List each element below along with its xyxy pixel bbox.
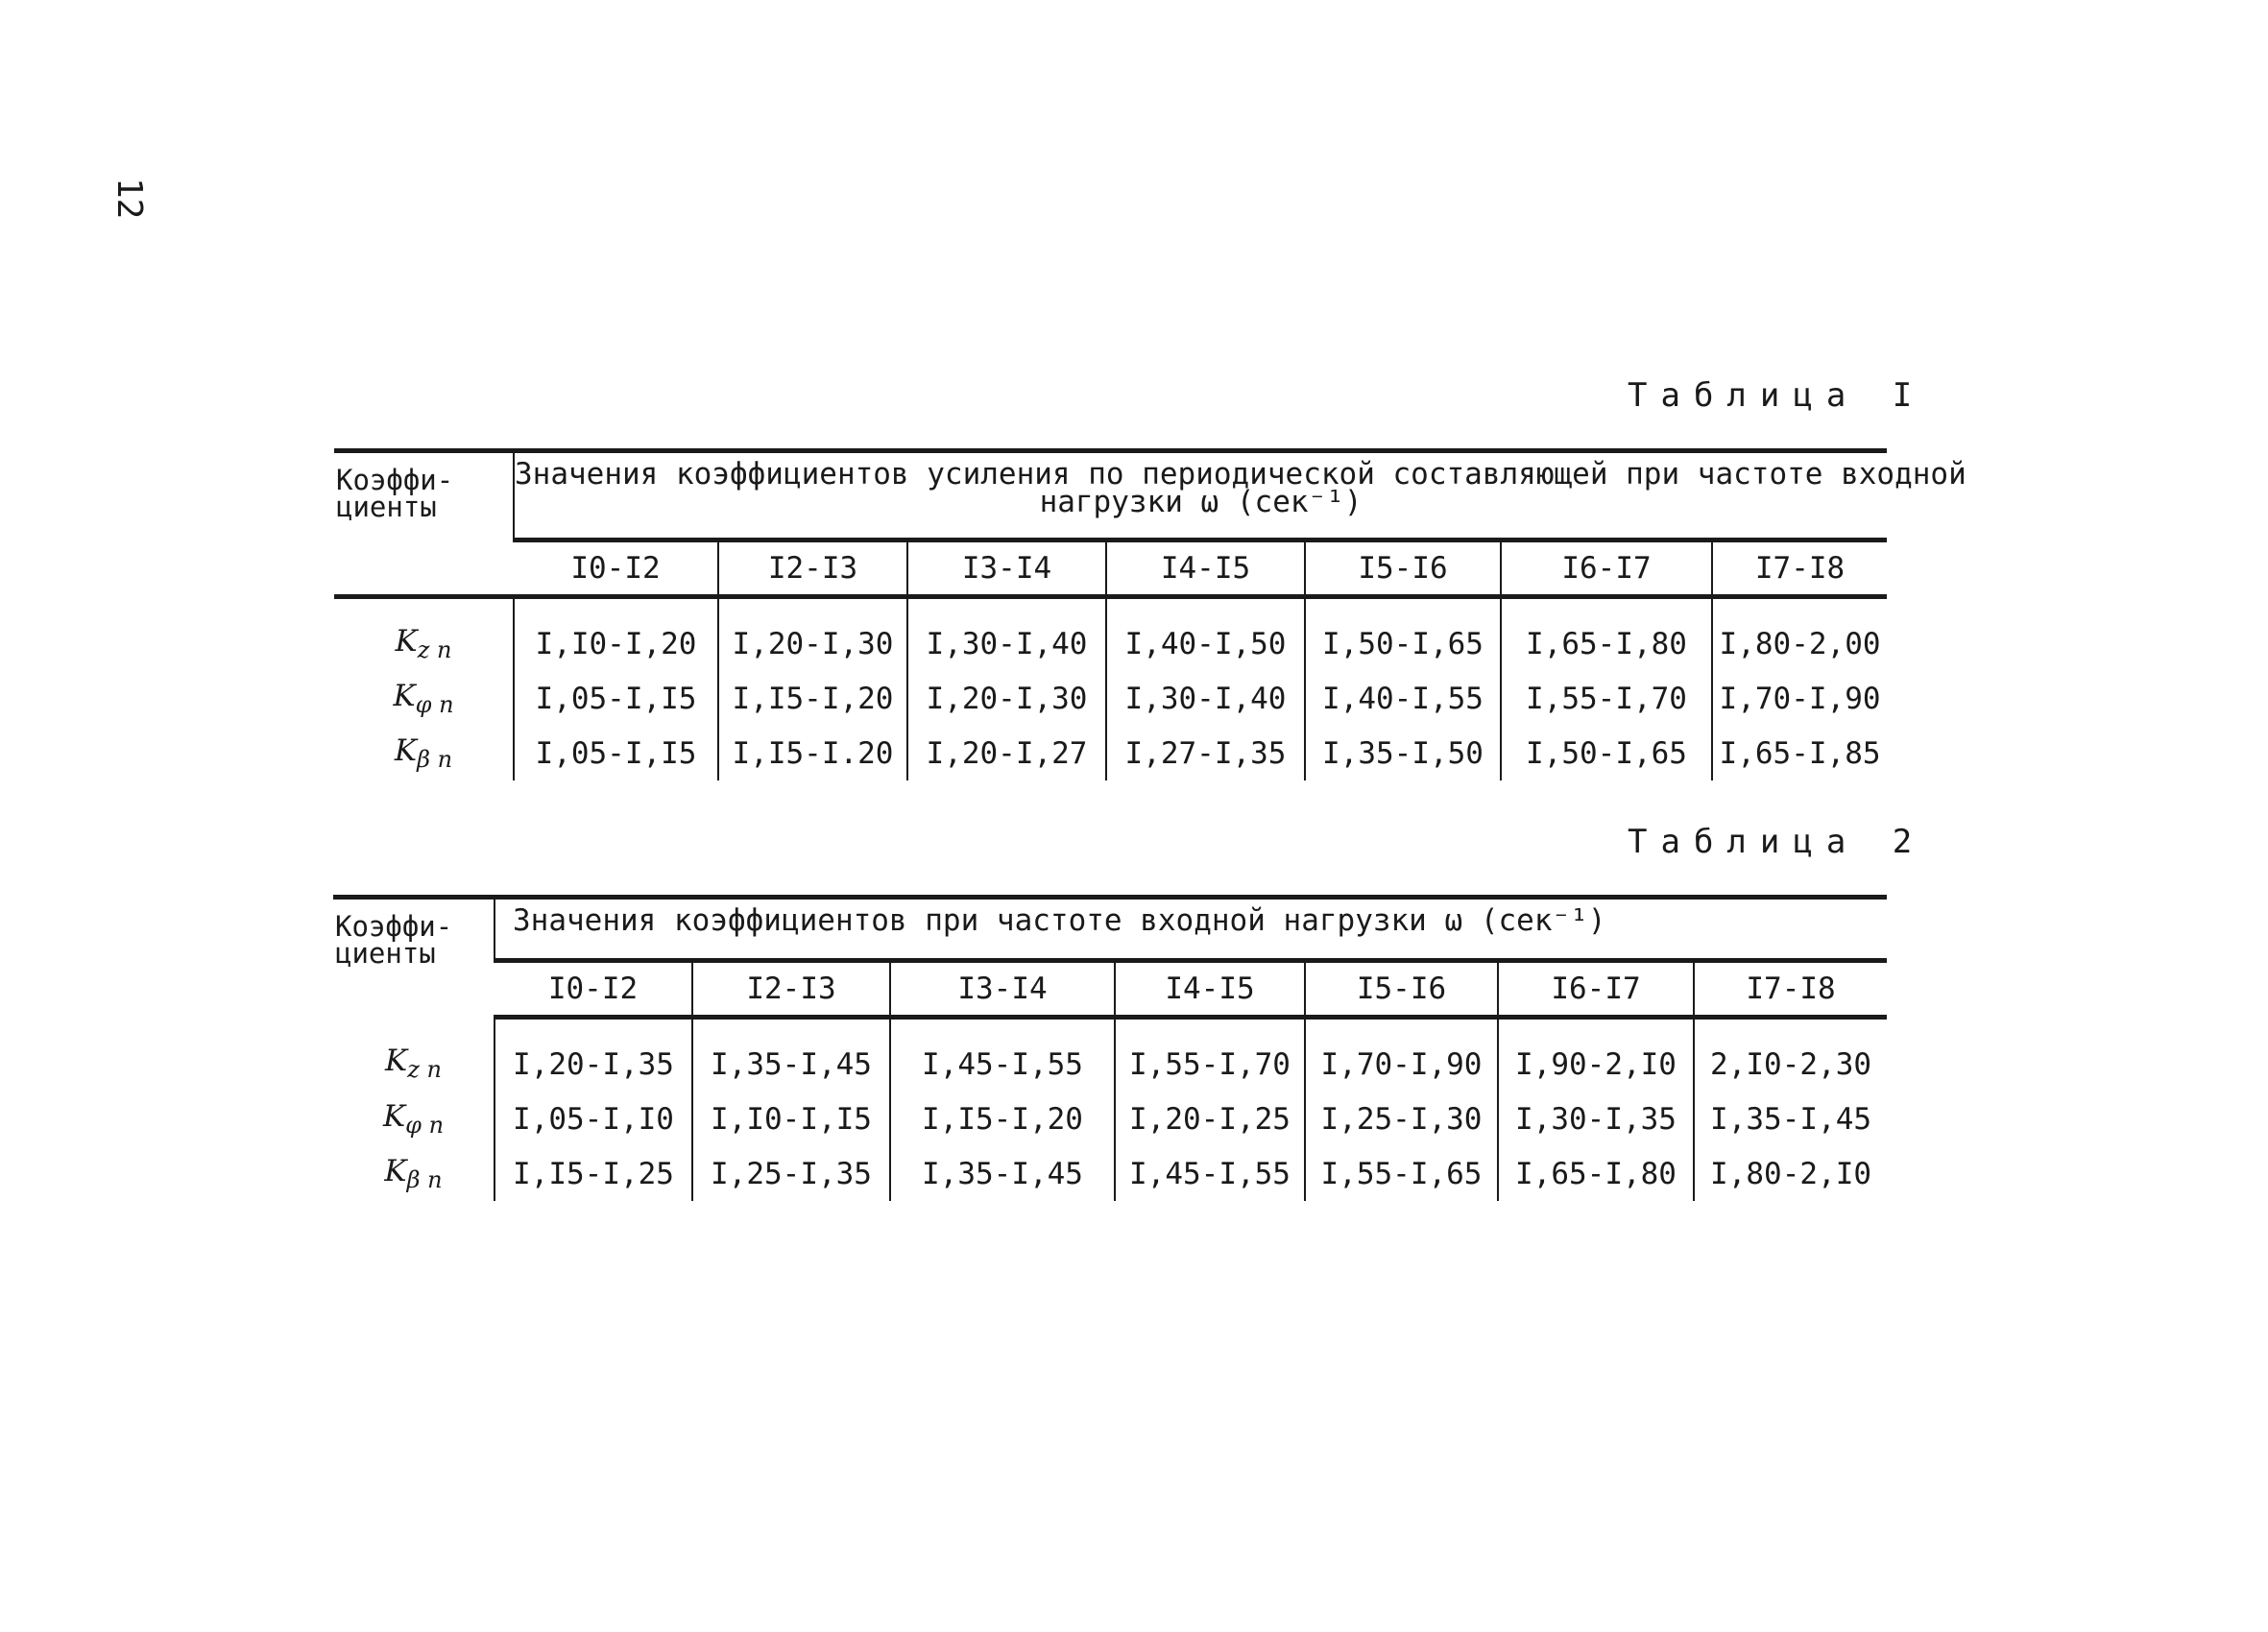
table1-caption: Таблица I (1628, 376, 1926, 415)
table2-cell: I,70-I,90 (1305, 1018, 1498, 1092)
table2-range-3: I3-I4 (890, 961, 1115, 1018)
table2-range-6: I6-I7 (1498, 961, 1694, 1018)
table2-cell: I,80-2,I0 (1694, 1146, 1887, 1201)
table1-symbol-kbeta: $K_{\beta n}$ (394, 732, 453, 774)
table1-cell: I,65-I,85 (1712, 726, 1887, 780)
table1-cell: I,20-I,27 (907, 726, 1106, 780)
table1-cell: I,80-2,00 (1712, 597, 1887, 672)
table2-span-header (495, 898, 1887, 961)
table2-cell: I,20-I,35 (495, 1018, 692, 1092)
table1-cell: I,70-I,90 (1712, 671, 1887, 726)
table1-cell: I,I5-I.20 (718, 726, 907, 780)
table2-range-2: I2-I3 (692, 961, 890, 1018)
page-number: 12 (109, 178, 149, 220)
table1-cell: I,I5-I,20 (718, 671, 907, 726)
table2-cell: I,I0-I,I5 (692, 1092, 890, 1146)
table1-range-2: I2-I3 (718, 540, 907, 597)
table2-cell: I,35-I,45 (1694, 1092, 1887, 1146)
table1-range-5: I5-I6 (1305, 540, 1501, 597)
table2-cell: I,25-I,30 (1305, 1092, 1498, 1146)
table2-row-kz (333, 1018, 1887, 1092)
table1-range-4: I4-I5 (1106, 540, 1305, 597)
table1-cell: I,55-I,70 (1501, 671, 1712, 726)
table1-symbol-kz: $K_{z n}$ (395, 623, 452, 664)
table2-range-5: I5-I6 (1305, 961, 1498, 1018)
table2-cell: I,55-I,65 (1305, 1146, 1498, 1201)
table2-symbol-kbeta: $K_{\beta n}$ (384, 1153, 443, 1194)
table1-cell: I,30-I,40 (1106, 671, 1305, 726)
table2-cell: I,65-I,80 (1498, 1146, 1694, 1201)
table1-span-header-line2: нагрузки ω (сек⁻¹) (1039, 485, 1363, 519)
table2-cell: I,05-I,I0 (495, 1092, 692, 1146)
table2-row-kphi (333, 1092, 1887, 1146)
table2 (333, 895, 1887, 1201)
table1-cell: I,30-I,40 (907, 597, 1106, 672)
table2-caption: Таблица 2 (1628, 823, 1926, 861)
table1-range-1: I0-I2 (514, 540, 718, 597)
table2-row-kbeta (333, 1146, 1887, 1201)
table1-span-header-line1: Значения коэффициентов усиления по периодической составляющей при частоте входной (515, 457, 1966, 492)
table2-span-header-line1: Значения коэффициентов при частоте входной нагрузки ω (сек⁻¹) (513, 903, 1606, 938)
table1-cell: I,50-I,65 (1501, 726, 1712, 780)
table1-cell: I,27-I,35 (1106, 726, 1305, 780)
table1-cell: I,35-I,50 (1305, 726, 1501, 780)
table2-cell: I,45-I,55 (890, 1018, 1115, 1092)
table1-cell: I,40-I,50 (1106, 597, 1305, 672)
table2-range-7: I7-I8 (1694, 961, 1887, 1018)
table2-symbol-kz: $K_{z n}$ (385, 1043, 442, 1083)
table2-cell: I,20-I,25 (1115, 1092, 1305, 1146)
table2-cell: I,35-I,45 (692, 1018, 890, 1092)
table2-symbol-kphi: $K_{\varphi n}$ (382, 1098, 445, 1140)
table1-cell: I,20-I,30 (718, 597, 907, 672)
table1-range-7: I7-I8 (1712, 540, 1887, 597)
table1-cell: I,I0-I,20 (514, 597, 718, 672)
table1-cell: I,05-I,I5 (514, 671, 718, 726)
table1-cell: I,50-I,65 (1305, 597, 1501, 672)
table1-cell: I,05-I,I5 (514, 726, 718, 780)
table2-cell: I,55-I,70 (1115, 1018, 1305, 1092)
table1 (334, 448, 1966, 780)
table1-range-6: I6-I7 (1501, 540, 1712, 597)
table1-range-3: I3-I4 (907, 540, 1106, 597)
table2-cell: I,25-I,35 (692, 1146, 890, 1201)
table1-symbol-kphi: $K_{\varphi n}$ (393, 678, 454, 719)
table2-cell: I,45-I,55 (1115, 1146, 1305, 1201)
table2-cell: I,I5-I,25 (495, 1146, 692, 1201)
table1-span-header (514, 451, 1966, 540)
table2-cell: I,30-I,35 (1498, 1092, 1694, 1146)
table2-range-4: I4-I5 (1115, 961, 1305, 1018)
table2-cell: I,90-2,I0 (1498, 1018, 1694, 1092)
table1-cell: I,20-I,30 (907, 671, 1106, 726)
table2-coef-header: Коэффи- циенты (333, 898, 495, 1018)
table2-cell: I,35-I,45 (890, 1146, 1115, 1201)
table1-cell: I,65-I,80 (1501, 597, 1712, 672)
table2-range-1: I0-I2 (495, 961, 692, 1018)
table2-cell: 2,I0-2,30 (1694, 1018, 1887, 1092)
table1-cell: I,40-I,55 (1305, 671, 1501, 726)
table1-row-kbeta (334, 726, 1887, 780)
table1-coef-header: Коэффи- циенты (334, 451, 514, 597)
table2-cell: I,I5-I,20 (890, 1092, 1115, 1146)
table1-row-kphi (334, 671, 1887, 726)
table1-row-kz (334, 597, 1887, 672)
